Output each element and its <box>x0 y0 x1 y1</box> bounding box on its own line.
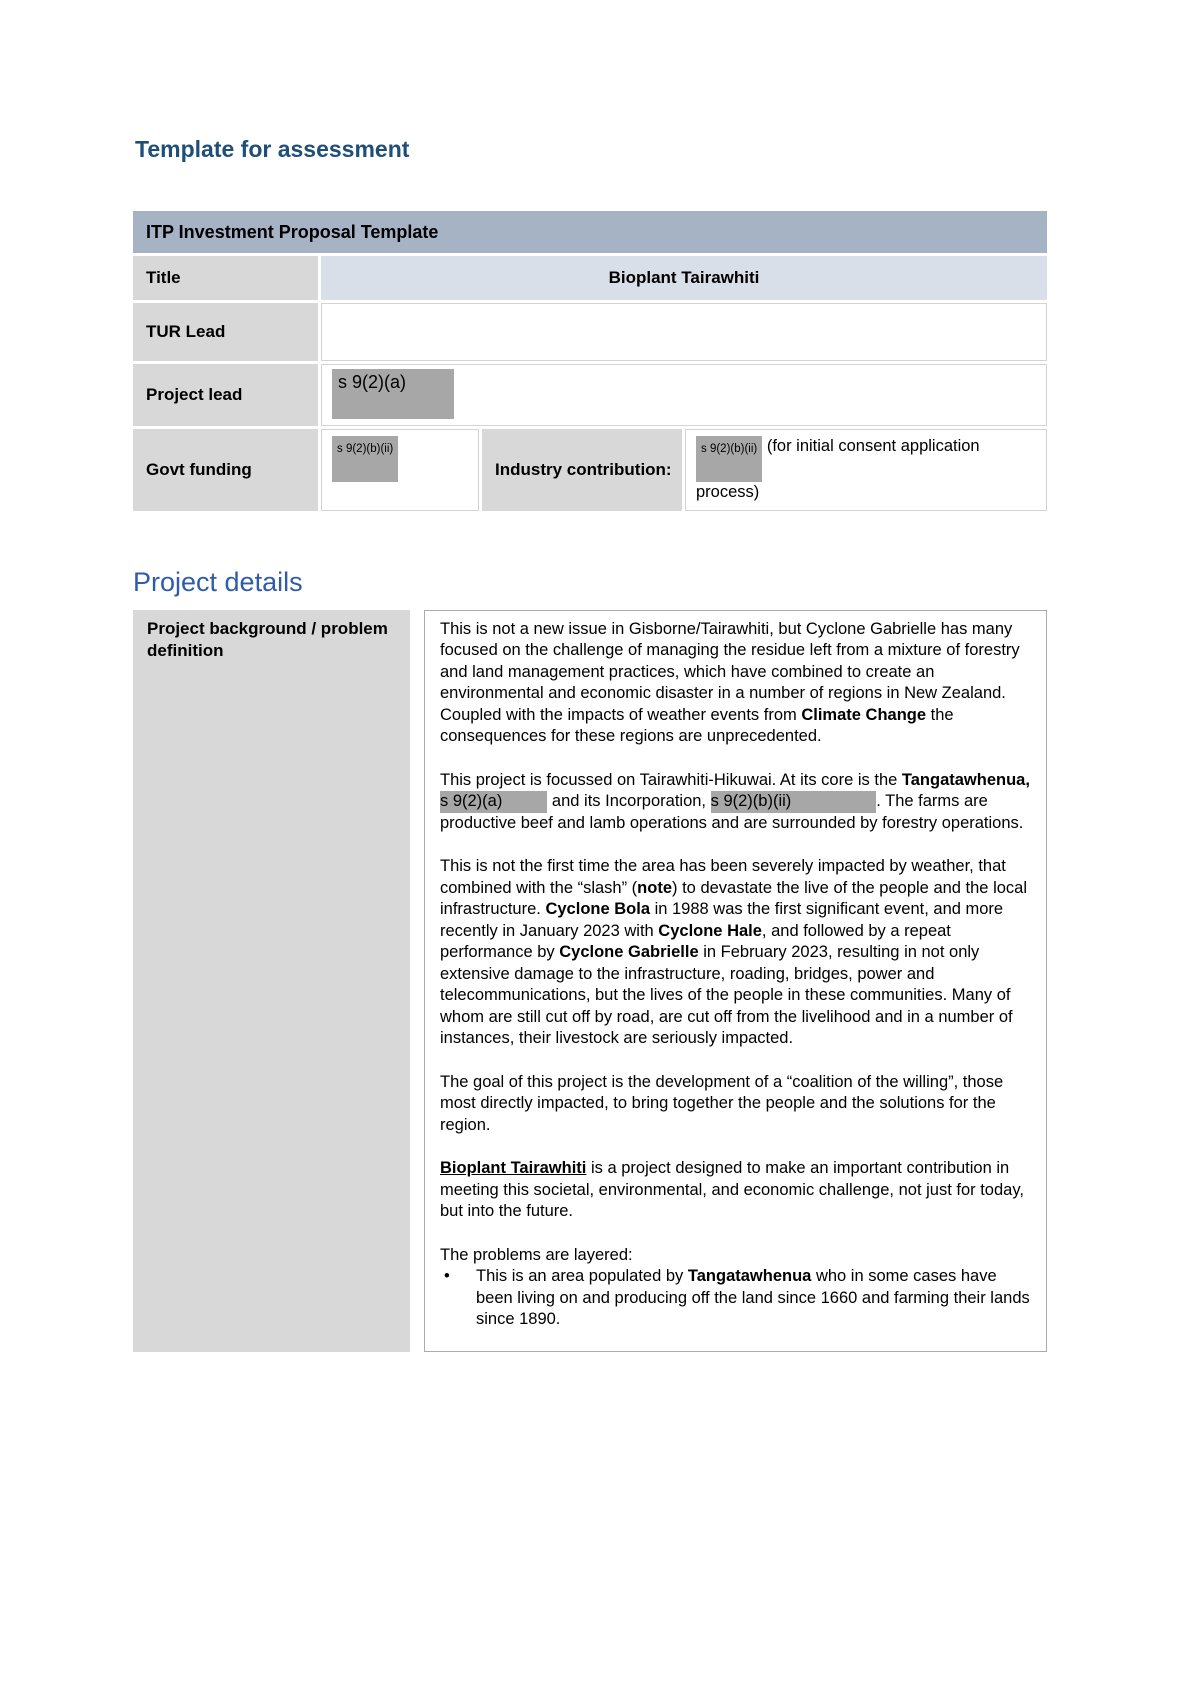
project-details-heading: Project details <box>133 566 303 597</box>
text-segment: Cyclone Gabrielle <box>559 943 699 961</box>
title-row-value: Bioplant Tairawhiti <box>321 256 1047 300</box>
details-row-content <box>424 610 1047 1352</box>
redaction: s 9(2)(a) <box>332 369 454 419</box>
text-segment: Cyclone Hale <box>658 921 762 940</box>
text-segment: the consequences for these regions are unprecedented. <box>440 705 954 745</box>
text-segment: Climate Change <box>801 705 927 724</box>
title-row-label: Title <box>133 256 318 300</box>
text-segment: ) to devastate the live of the people and the local infrastructure. <box>440 878 1028 918</box>
paragraph <box>440 619 1030 748</box>
text-segment: This is not the first time the area has been severely impacted by weather, that combined with the “slash” ( <box>440 857 1006 897</box>
details-row-label: Project background / problem definition <box>133 610 410 1352</box>
page-title: Template for assessment <box>135 136 410 162</box>
bullet-item <box>440 1266 1030 1331</box>
text-segment: , and followed by a repeat performance by <box>440 921 951 961</box>
paragraph <box>440 856 1030 1050</box>
text-segment: The problems are layered: <box>440 1245 633 1264</box>
text-segment: Tangatawhenua, <box>901 770 1030 789</box>
text-segment: Bioplant Tairawhiti <box>440 1159 587 1177</box>
redaction: s 9(2)(b)(ii) <box>696 436 762 482</box>
text-segment: The goal of this project is the development of a “coalition of the willing”, those most directly impacted, to bring together the people and the solutions for the region. <box>440 1072 1004 1134</box>
text-segment: in February 2023, resulting in not only extensive damage to the infrastructure, roading, bridges, power and telecommunications, but the lives of the people in these communities. Many of whom are still cut off by road, are cut off from the livelihood and in a number of instances, their livestock are seriously impacted. <box>440 943 1013 1047</box>
redaction: s 9(2)(b)(ii) <box>711 791 877 813</box>
tur-lead-row-label: TUR Lead <box>133 303 318 361</box>
text-segment: . The farms are productive beef and lamb operations and are surrounded by forestry operations. <box>440 792 1024 832</box>
govt-funding-amount-cell <box>321 429 479 511</box>
project-lead-row-label: Project lead <box>133 364 318 426</box>
redaction: s 9(2)(b)(ii) <box>332 436 398 482</box>
text-segment: is a project designed to make an important contribution in meeting this societal, environmental, and economic challenge, not just for today, but into the future. <box>440 1159 1024 1220</box>
text-segment: Cyclone Bola <box>545 900 650 918</box>
text-segment: note <box>637 878 673 897</box>
text-segment: This project is focussed on Tairawhiti-Hikuwai. At its core is the <box>440 770 902 789</box>
text-segment: This is not a new issue in Gisborne/Tairawhiti, but Cyclone Gabrielle has many focused on the challenge of managing the residue left from a mixture of forestry and land management practices, which have combined to create an environmental and economic disaster in a number of regions in New Zealand. Coupled with the impacts of weather events from <box>440 619 1020 724</box>
govt-funding-row-label: Govt funding <box>133 429 318 511</box>
details-table <box>133 610 1047 1352</box>
table-row-tur-lead <box>133 303 1047 361</box>
paragraph <box>440 1245 1030 1267</box>
text-segment: This is an area populated by <box>476 1267 688 1285</box>
text-segment: Tangatawhenua <box>687 1267 812 1285</box>
paragraph <box>440 770 1030 835</box>
bullet-marker: • <box>444 1267 450 1285</box>
text-segment: who in some cases have been living on and producing off the land since 1660 and farming their lands since 1890. <box>476 1267 1030 1328</box>
tur-lead-row-value <box>321 303 1047 361</box>
redaction: s 9(2)(a) <box>440 791 547 813</box>
text-segment: and its Incorporation, <box>547 792 711 810</box>
industry-contribution-cell <box>685 429 1047 511</box>
paragraph <box>440 1072 1030 1137</box>
industry-contribution-label: Industry contribution: <box>482 429 682 511</box>
table-row-project-lead <box>133 364 1047 426</box>
text-segment: in 1988 was the first significant event, and more recently in January 2023 with <box>440 900 1004 940</box>
proposal-table-header: ITP Investment Proposal Template <box>133 211 1047 253</box>
paragraph <box>440 1158 1030 1223</box>
proposal-table <box>133 211 1047 511</box>
bullet-text <box>476 1266 1030 1331</box>
table-row-govt-funding <box>133 429 1047 511</box>
project-lead-row-value <box>321 364 1047 426</box>
table-row-title <box>133 256 1047 300</box>
industry-contribution-note: (for initial consent application process) <box>696 437 980 501</box>
